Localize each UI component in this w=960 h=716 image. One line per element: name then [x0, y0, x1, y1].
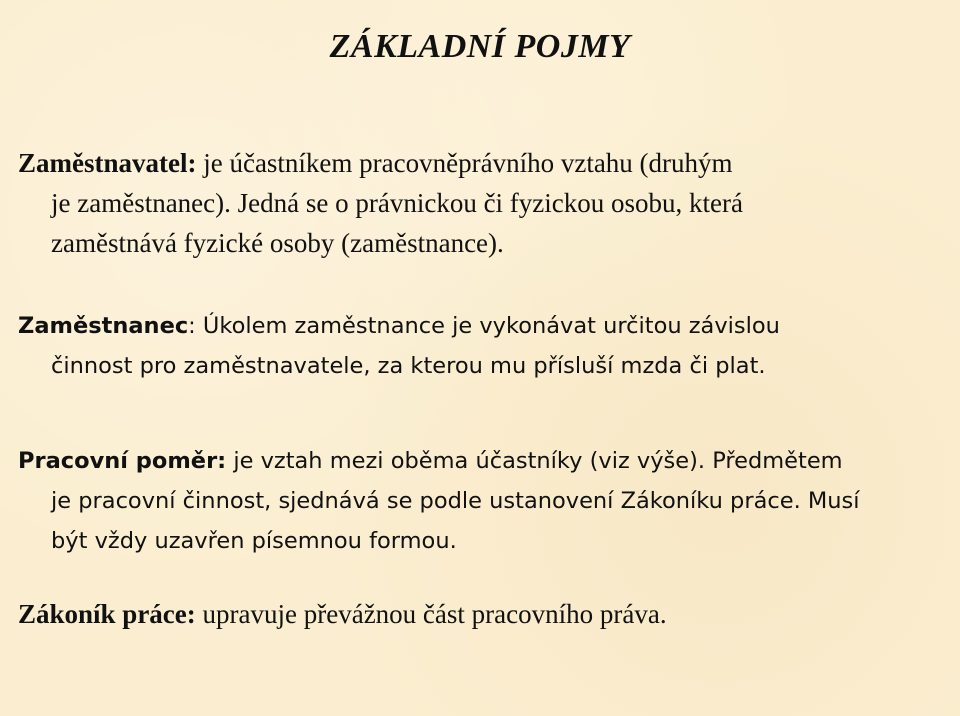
- definition-line: zaměstnává fyzické osoby (zaměstnance).: [51, 228, 504, 258]
- definition-text: je vztah mezi oběma účastníky (viz výše). Předmětem: [226, 448, 843, 474]
- definition-term: Zákoník práce:: [18, 599, 196, 629]
- definition-line: [18, 441, 943, 481]
- definition-term: Pracovní poměr:: [18, 448, 227, 474]
- definition-line: činnost pro zaměstnavatele, za kterou mu přísluší mzda či plat.: [51, 353, 766, 379]
- definition-line: je zaměstnanec). Jedná se o právnickou či fyzickou osobu, která: [51, 188, 743, 218]
- slide-title: ZÁKLADNÍ POJMY: [329, 28, 631, 65]
- definition-text: : Úkolem zaměstnance je vykonávat určitou závislou: [188, 313, 780, 339]
- definition-line: [18, 594, 943, 634]
- definition-labour-code: [18, 594, 943, 634]
- definition-employment: [18, 441, 943, 561]
- definition-line: být vždy uzavřen písemnou formou.: [51, 528, 457, 554]
- definition-employee: [18, 306, 943, 386]
- definition-text: upravuje převážnou část pracovního práva.: [195, 599, 667, 629]
- definition-line: [18, 143, 943, 183]
- definition-line: [18, 306, 943, 346]
- definition-term: Zaměstnavatel:: [18, 148, 197, 178]
- definition-text: je účastníkem pracovněprávního vztahu (druhým: [196, 148, 733, 178]
- definition-employer: [18, 143, 943, 263]
- definition-term: Zaměstnanec: [18, 313, 189, 339]
- definition-line: je pracovní činnost, sjednává se podle ustanovení Zákoníku práce. Musí: [51, 488, 860, 514]
